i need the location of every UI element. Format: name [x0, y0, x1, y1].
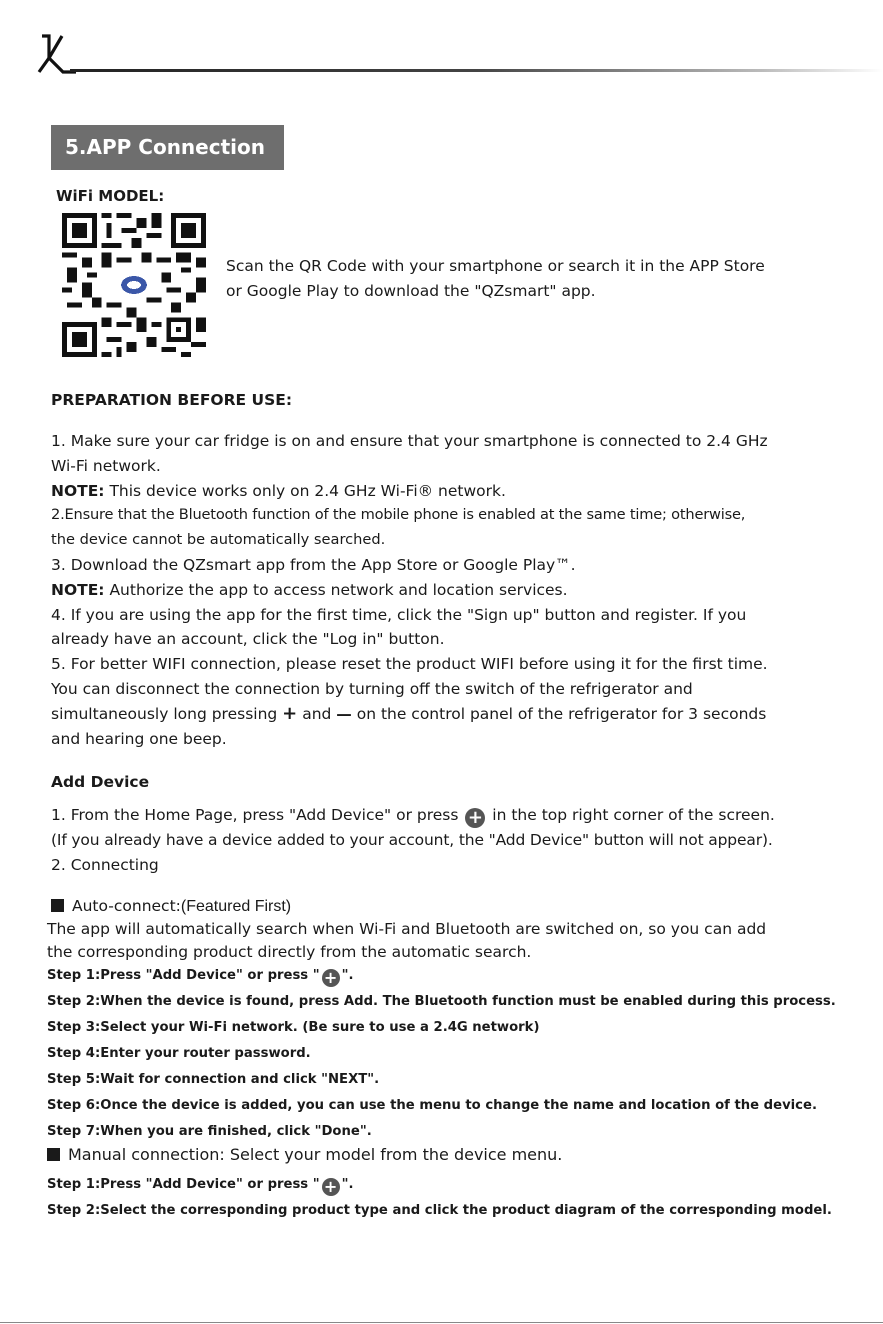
section-title: 5.APP Connection	[51, 125, 284, 170]
prep-text: and	[297, 704, 337, 723]
square-bullet-icon	[47, 1148, 60, 1161]
plus-icon: +	[282, 702, 298, 724]
scan-line-1: Scan the QR Code with your smartphone or search it in the APP Store	[226, 257, 765, 275]
prep-item-5-line-2: You can disconnect the connection by turning off the switch of the refrigerator and	[51, 679, 693, 698]
prep-item-5-line-4: and hearing one beep.	[51, 729, 227, 748]
prep-item-5-line-1: 5. For better WIFI connection, please reset the product WIFI before using it for the first time.	[51, 655, 768, 674]
auto-desc-line-2: the corresponding product directly from the automatic search.	[47, 943, 532, 961]
add-device-list	[51, 803, 883, 878]
add-device-text: in the top right corner of the screen.	[487, 806, 775, 824]
note-label: NOTE:	[51, 481, 105, 500]
step-text: Once the device is added, you can use the menu to change the name and location of the device.	[100, 1098, 817, 1113]
add-device-text: 1. From the Home Page, press "Add Device" or press	[51, 806, 464, 824]
add-device-item-1	[51, 803, 883, 828]
add-device-heading: Add Device	[51, 773, 150, 791]
add-circle-icon: +	[322, 969, 340, 987]
prep-item-3: 3. Download the QZsmart app from the App Store or Google Play™.	[51, 555, 576, 574]
header-rule	[70, 69, 883, 72]
step-label: Step 1:	[47, 968, 101, 983]
brand-logo-icon	[36, 34, 80, 74]
manual-connect-text: Manual connection: Select your model from the device menu.	[68, 1145, 563, 1164]
add-device-item-2: 2. Connecting	[51, 855, 159, 874]
auto-desc-line-1: The app will automatically search when Wi-Fi and Bluetooth are switched on, so you can add	[47, 920, 767, 938]
manual-steps	[47, 1172, 832, 1224]
featured-first-label: (Featured First)	[180, 898, 292, 915]
prep-item-1-line-2: Wi-Fi network.	[51, 456, 161, 475]
prep-item-5-line-3	[51, 702, 876, 727]
manual-step-1	[47, 1172, 832, 1198]
prep-text: simultaneously long pressing	[51, 704, 283, 723]
qr-code	[62, 213, 206, 357]
step-text: When you are finished, click "Done".	[100, 1124, 372, 1139]
step-text: Select your Wi-Fi network. (Be sure to use a 2.4G network)	[100, 1020, 540, 1035]
prep-item-4-line-1: 4. If you are using the app for the first time, click the "Sign up" button and register. If you	[51, 605, 747, 624]
add-device-item-1-line-2: (If you already have a device added to your account, the "Add Device" button will not appear).	[51, 831, 773, 849]
auto-step-3	[47, 1015, 836, 1041]
note-text: Authorize the app to access network and location services.	[104, 580, 568, 599]
auto-steps	[47, 963, 836, 1145]
prep-note-1	[51, 479, 876, 504]
auto-step-6	[47, 1093, 836, 1119]
step-text: Press "Add Device" or press "	[100, 968, 320, 983]
auto-step-4	[47, 1041, 836, 1067]
scan-line-2: or Google Play to download the "QZsmart" app.	[226, 282, 596, 300]
note-text: This device works only on 2.4 GHz Wi-Fi® network.	[104, 481, 506, 500]
step-text: ".	[341, 968, 354, 983]
prep-text: on the control panel of the refrigerator for 3 seconds	[351, 704, 767, 723]
scan-instructions	[226, 254, 765, 304]
step-label: Step 4:	[47, 1046, 101, 1061]
wifi-model-label: WiFi MODEL:	[56, 187, 165, 205]
auto-step-2	[47, 989, 836, 1015]
step-label: Step 3:	[47, 1020, 101, 1035]
auto-connect-description	[47, 918, 872, 964]
step-label: Step 1:	[47, 1177, 101, 1192]
manual-step-2	[47, 1198, 832, 1224]
prep-item-2-line-2: the device cannot be automatically searched.	[51, 531, 386, 549]
auto-step-5	[47, 1067, 836, 1093]
step-label: Step 5:	[47, 1072, 101, 1087]
square-bullet-icon	[51, 899, 64, 912]
auto-step-7	[47, 1119, 836, 1145]
step-text: ".	[341, 1177, 354, 1192]
step-text: Press "Add Device" or press "	[100, 1177, 320, 1192]
note-label: NOTE:	[51, 580, 105, 599]
step-label: Step 6:	[47, 1098, 101, 1113]
manual-connect-heading	[47, 1144, 562, 1166]
footer-rule	[0, 1322, 883, 1323]
preparation-list	[51, 429, 876, 751]
step-label: Step 7:	[47, 1124, 101, 1139]
step-label: Step 2:	[47, 994, 101, 1009]
minus-icon: —	[336, 704, 352, 723]
preparation-heading: PREPARATION BEFORE USE:	[51, 391, 293, 409]
auto-step-1	[47, 963, 836, 989]
auto-connect-label: Auto-connect:	[72, 897, 181, 915]
auto-connect-heading	[51, 895, 291, 918]
step-text: Enter your router password.	[100, 1046, 311, 1061]
prep-item-2-line-1: 2.Ensure that the Bluetooth function of the mobile phone is enabled at the same time; otherwise,	[51, 506, 746, 524]
step-text: When the device is found, press Add. The Bluetooth function must be enabled during this process.	[100, 994, 836, 1009]
step-text: Select the corresponding product type and click the product diagram of the corresponding model.	[100, 1203, 832, 1218]
prep-note-2	[51, 578, 876, 603]
prep-item-4-line-2: already have an account, click the "Log in" button.	[51, 630, 445, 649]
add-circle-icon: +	[465, 808, 485, 828]
prep-item-1-line-1: 1. Make sure your car fridge is on and ensure that your smartphone is connected to 2.4 GHz	[51, 432, 768, 450]
step-text: Wait for connection and click "NEXT".	[100, 1072, 380, 1087]
add-circle-icon: +	[322, 1178, 340, 1196]
step-label: Step 2:	[47, 1203, 101, 1218]
